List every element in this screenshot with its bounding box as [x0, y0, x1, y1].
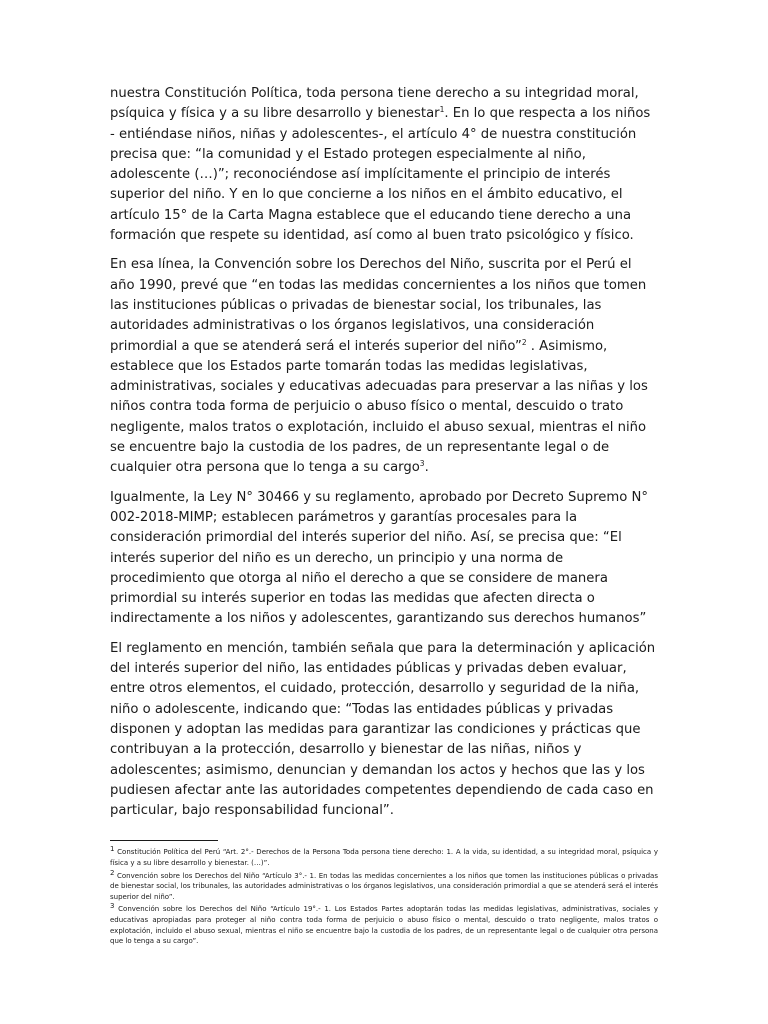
footnote-text: Convención sobre los Derechos del Niño “Artículo 19°.- 1. Los Estados Partes adoptarán todas las medidas legislativas, administrativas, sociales y educativas apropiadas para proteger al niño contra toda forma de perjuicio o abuso físico o mental, descuido o trato negligente, malos tratos o explotación, incluido el abuso sexual, mientras el niño se encuentre bajo la custodia de los padres, de un representante legal o de cualquier otra persona que lo tenga a su cargo”. [110, 905, 658, 946]
paragraph-regulation: El reglamento en mención, también señala que para la determinación y aplicación del interés superior del niño, las entidades públicas y privadas deben evaluar, entre otros elementos, el cuidado, protección, desarrollo y seguridad de la niña, niño o adolescente, indicando que: “Todas las entidades públicas y privadas disponen y adoptan las medidas para garantizar las condiciones y prácticas que contribuyan a la protección, desarrollo y bienestar de las niñas, niños y adolescentes; asimismo, denuncian y demandan los actos y hechos que las y los pudiesen afectar ante las autoridades competentes dependiendo de cada caso en particular, bajo responsabilidad funcional”. [110, 640, 656, 819]
paragraph-text: En esa línea, la Convención sobre los Derechos del Niño, suscrita por el Perú el año 1990, prevé que “en todas las medidas concernientes a los niños que tomen las instituciones públicas o privadas de bienestar social, los tribunales, las autoridades administrativas o los órganos legislativos, una consideración primordial a que se atenderá será el interés superior del niño” [110, 257, 647, 354]
footnote-number: 1 [110, 845, 115, 854]
footnote-1 [110, 847, 658, 868]
paragraph-text: nuestra Constitución Política, toda persona tiene derecho a su integridad moral, psíquica y física y a su libre desarrollo y bienestar [110, 86, 639, 122]
paragraph-law: Igualmente, la Ley N° 30466 y su reglamento, aprobado por Decreto Supremo N° 002-2018-MIMP; establecen parámetros y garantías procesales para la consideración primordial del interés superior del niño. Así, se precisa que: “El interés superior del niño es un derecho, un principio y una norma de procedimiento que otorga al niño el derecho a que se considere de manera primordial su interés superior en todas las medidas que afecten directa o indirectamente a los niños y adolescentes, garantizando sus derechos humanos” [110, 489, 648, 627]
footnote-text: Convención sobre los Derechos del Niño “Artículo 3°.- 1. En todas las medidas concernientes a los niños que tomen las instituciones públicas o privadas de bienestar social, los tribunales, las autoridades administrativas o los órganos legislativos, una consideración primordial a que se atenderá será el interés superior del niño”. [110, 871, 658, 901]
footnote-number: 3 [110, 902, 115, 911]
footnote-separator [110, 840, 218, 841]
footnote-2 [110, 868, 658, 903]
paragraph-text: . Asimismo, establece que los Estados parte tomarán todas las medidas legislativas, administrativas, sociales y educativas adecuadas para preservar a las niñas y los niños contra toda forma de perjuicio o abuso físico o mental, descuido o trato negligente, malos tratos o explotación, incluido el abuso sexual, mientras el niño se encuentre bajo la custodia de los padres, de un representante legal o de cualquier otra persona que lo tenga a su cargo [110, 338, 648, 476]
paragraph-text: . En lo que respecta a los niños - entiéndase niños, niñas y adolescentes-, el artículo 4° de nuestra constitución precisa que: “la comunidad y el Estado protegen especialmente al niño, adolescente (…)”; reconociéndose así implícitamente el principio de interés superior del niño. Y en lo que concierne a los niños en el ámbito educativo, el artículo 15° de la Carta Magna establece que el educando tiene derecho a una formación que respete su identidad, así como al buen trato psicológico y físico. [110, 106, 651, 244]
footnote-text: Constitución Política del Perú “Art. 2°.- Derechos de la Persona Toda persona tiene derecho: 1. A la vida, su identidad, a su integridad moral, psíquica y física y a su libre desarrollo y bienestar. (…)”. [110, 848, 658, 867]
footnote-number: 2 [110, 868, 115, 877]
footnote-reference[interactable]: 1 [439, 105, 445, 115]
footnote-3 [110, 904, 658, 946]
footnote-reference[interactable]: 2 [521, 337, 527, 347]
footnote-reference[interactable]: 3 [419, 459, 425, 469]
paragraph-text: . [424, 460, 429, 476]
paragraph-constitution [110, 84, 658, 246]
paragraph-convention [110, 255, 658, 478]
